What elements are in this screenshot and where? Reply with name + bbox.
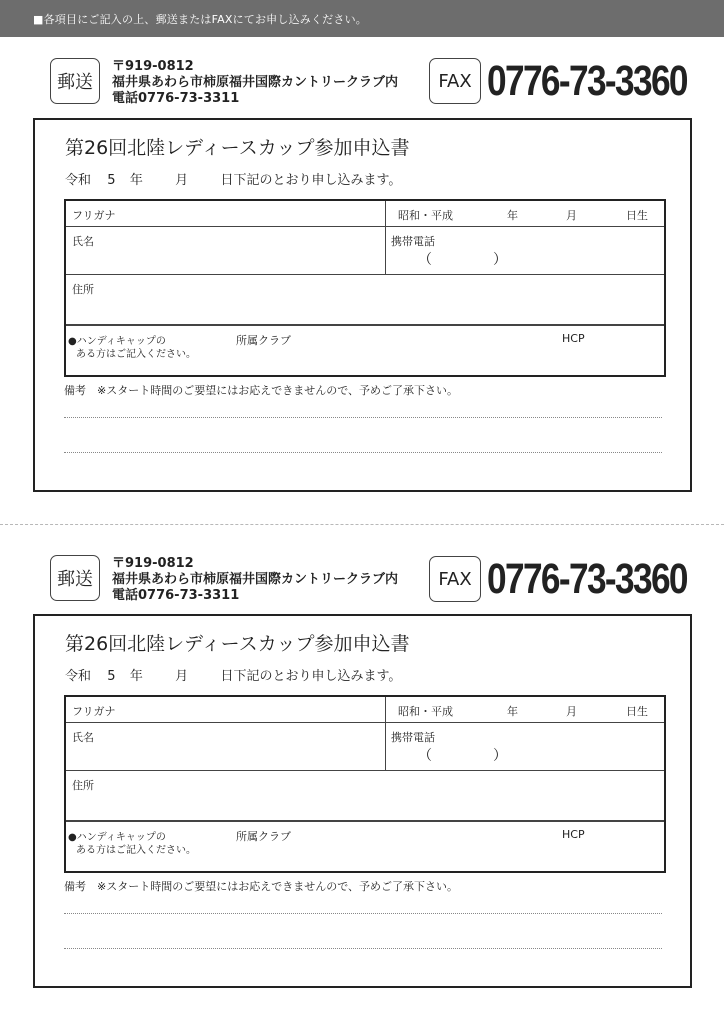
furigana-field[interactable]: フリガナ xyxy=(72,705,116,718)
date-era: 令和 xyxy=(65,669,92,684)
address-field[interactable]: 住所 xyxy=(72,779,94,792)
club-field[interactable]: 所属クラブ xyxy=(236,334,291,347)
date-year-value[interactable]: 5 xyxy=(107,173,116,188)
birth-month-label: 月 xyxy=(566,209,577,222)
phone-line: 電話0776-73-3311 xyxy=(112,91,240,106)
entry-table xyxy=(64,695,666,873)
hcp-field[interactable]: HCP xyxy=(562,332,585,345)
birth-era-label: 昭和・平成 xyxy=(398,705,453,718)
address-field[interactable]: 住所 xyxy=(72,283,94,296)
birth-day-label: 日生 xyxy=(626,209,648,222)
handicap-note-1: ●ハンディキャップの xyxy=(68,336,166,347)
memo-label: 備考 ※スタート時間のご要望にはお応えできませんので、予めご了承下さい。 xyxy=(64,880,458,893)
birth-era-label: 昭和・平成 xyxy=(398,209,453,222)
application-date xyxy=(65,665,401,684)
phone-line: 電話0776-73-3311 xyxy=(112,588,240,603)
hcp-field[interactable]: HCP xyxy=(562,828,585,841)
mobile-paren-open: （ xyxy=(418,748,432,764)
instruction-text: ■各項目にご記入の上、郵送またはFAXにてお申し込みください。 xyxy=(33,13,367,26)
furigana-field[interactable]: フリガナ xyxy=(72,209,116,222)
date-era: 令和 xyxy=(65,173,92,188)
name-field[interactable]: 氏名 xyxy=(72,235,94,248)
date-year-label: 年 xyxy=(129,669,143,684)
mobile-paren-close: ） xyxy=(493,748,507,764)
name-field[interactable]: 氏名 xyxy=(72,731,94,744)
mobile-phone-field[interactable]: 携帯電話 xyxy=(391,235,435,248)
application-form xyxy=(33,614,692,988)
date-day-text: 日下記のとおり申し込みます。 xyxy=(220,173,402,188)
mobile-phone-field[interactable]: 携帯電話 xyxy=(391,731,435,744)
fax-label: FAX xyxy=(429,58,481,104)
date-year-label: 年 xyxy=(129,173,143,188)
mobile-paren-close: ） xyxy=(493,252,507,268)
birth-year-label: 年 xyxy=(507,209,518,222)
zip-code: 〒919-0812 xyxy=(112,556,194,571)
handicap-note-1: ●ハンディキャップの xyxy=(68,832,166,843)
handicap-note-2: ある方はご記入ください。 xyxy=(76,845,196,856)
mailing-address xyxy=(112,556,398,604)
club-field[interactable]: 所属クラブ xyxy=(236,830,291,843)
date-day-text: 日下記のとおり申し込みます。 xyxy=(220,669,402,684)
memo-line-2[interactable] xyxy=(64,948,662,949)
birth-year-label: 年 xyxy=(507,705,518,718)
zip-code: 〒919-0812 xyxy=(112,59,194,74)
form-title: 第26回北陸レディースカップ参加申込書 xyxy=(65,137,410,159)
postal-label: 郵送 xyxy=(50,555,100,601)
birth-day-label: 日生 xyxy=(626,705,648,718)
date-month-label: 月 xyxy=(175,669,189,684)
fax-number: 0776-73-3360 xyxy=(487,57,687,105)
memo-line-1[interactable] xyxy=(64,913,662,914)
address-line: 福井県あわら市柿原福井国際カントリークラブ内 xyxy=(112,572,399,587)
cut-line xyxy=(0,524,724,525)
memo-label: 備考 ※スタート時間のご要望にはお応えできませんので、予めご了承下さい。 xyxy=(64,384,458,397)
mobile-paren-open: （ xyxy=(418,252,432,268)
date-year-value[interactable]: 5 xyxy=(107,669,116,684)
postal-label: 郵送 xyxy=(50,58,100,104)
form-title: 第26回北陸レディースカップ参加申込書 xyxy=(65,633,410,655)
birth-month-label: 月 xyxy=(566,705,577,718)
fax-label: FAX xyxy=(429,556,481,602)
handicap-note-2: ある方はご記入ください。 xyxy=(76,349,196,360)
address-line: 福井県あわら市柿原福井国際カントリークラブ内 xyxy=(112,75,399,90)
date-month-label: 月 xyxy=(175,173,189,188)
fax-number: 0776-73-3360 xyxy=(487,555,687,603)
